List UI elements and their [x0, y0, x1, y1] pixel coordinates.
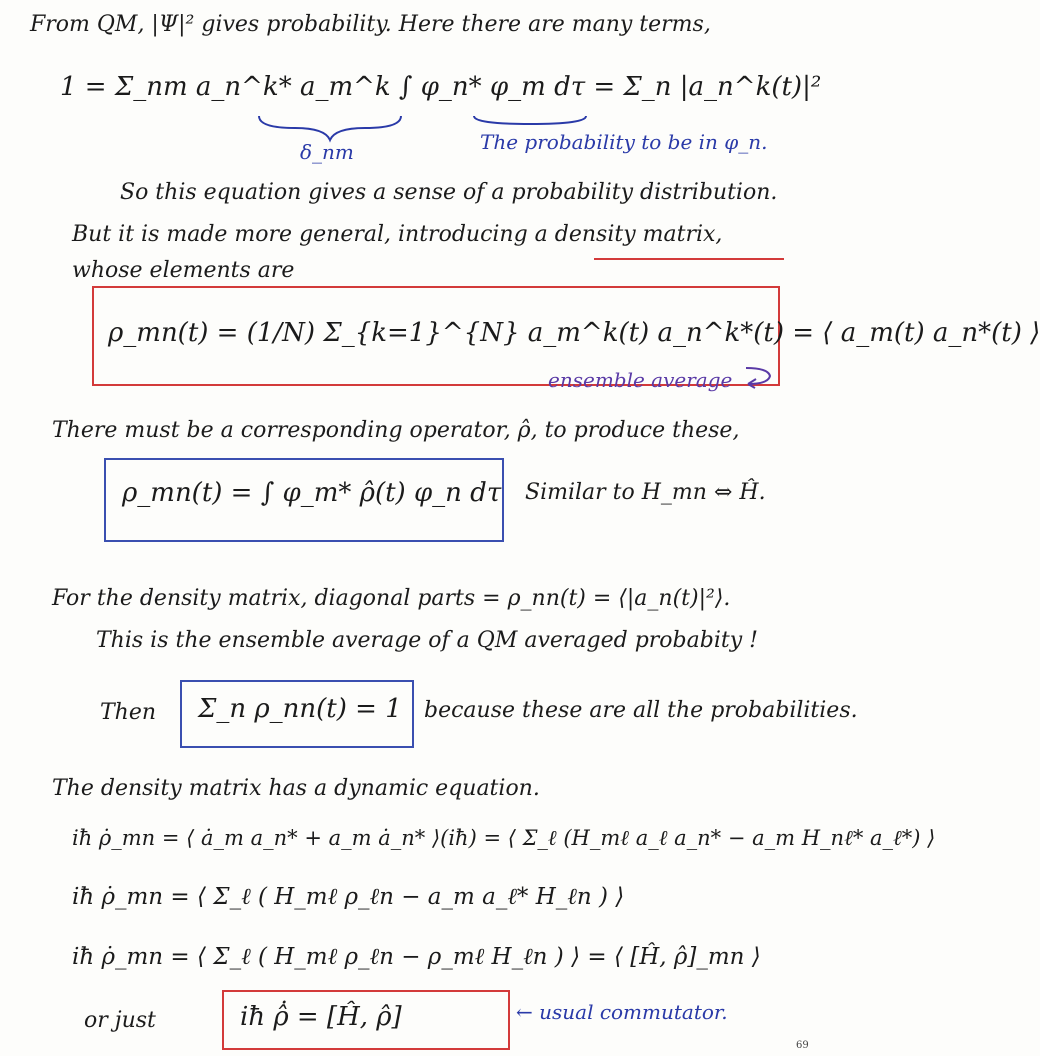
- probability-underline-icon: [470, 112, 590, 126]
- commutator-note: ← usual commutator.: [516, 1000, 728, 1024]
- or-just-label: or just: [84, 1008, 156, 1033]
- dynamic-equation-line: The density matrix has a dynamic equation.: [52, 776, 540, 801]
- then-label: Then: [100, 700, 157, 725]
- delta-label: δ_nm: [300, 140, 354, 164]
- substitution-equation: iħ ρ̇_mn = ⟨ Σ_ℓ ( H_mℓ ρ_ℓn − a_m a_ℓ* H_ℓn ) ⟩: [72, 884, 625, 910]
- ensemble-average-line: This is the ensemble average of a QM averaged probabity !: [96, 628, 758, 653]
- commutator-element-equation: iħ ρ̇_mn = ⟨ Σ_ℓ ( H_mℓ ρ_ℓn − ρ_mℓ H_ℓn ) ⟩ = ⟨ [Ĥ, ρ̂]_mn ⟩: [72, 944, 761, 970]
- density-matrix-underline: [594, 258, 784, 260]
- underbrace-icon: [255, 112, 405, 142]
- ensemble-average-note: ensemble average: [548, 368, 733, 392]
- density-matrix-intro-line: But it is made more general, introducing a density matrix,: [72, 222, 723, 247]
- probability-note: The probability to be in φ_n.: [480, 130, 768, 154]
- trace-sum-equation: Σ_n ρ_nn(t) = 1: [198, 694, 402, 724]
- intro-line: From QM, |Ψ|² gives probability. Here there are many terms,: [30, 12, 711, 37]
- normalization-equation: 1 = Σ_nm a_n^k* a_m^k ∫ φ_n* φ_m dτ = Σ_n |a_n^k(t)|²: [60, 72, 822, 102]
- curved-arrow-icon: [742, 360, 778, 388]
- operator-definition: ρ_mn(t) = ∫ φ_m* ρ̂(t) φ_n dτ: [122, 478, 502, 508]
- von-neumann-equation: iħ ρ̂̇ = [Ĥ, ρ̂]: [240, 1002, 402, 1032]
- density-matrix-definition: ρ_mn(t) = (1/N) Σ_{k=1}^{N} a_m^k(t) a_n^k*(t) = ⟨ a_m(t) a_n*(t) ⟩: [108, 318, 1040, 348]
- page-number: 69: [796, 1040, 809, 1051]
- time-derivative-equation: iħ ρ̇_mn = ⟨ ȧ_m a_n* + a_m ȧ_n* ⟩(iħ) = ⟨ Σ_ℓ (H_mℓ a_ℓ a_n* − a_m H_nℓ* a_ℓ*) ⟩: [72, 826, 936, 850]
- probabilities-note: because these are all the probabilities.: [424, 698, 858, 723]
- diagonal-parts-line: For the density matrix, diagonal parts = ρ_nn(t) = ⟨|a_n(t)|²⟩.: [52, 586, 731, 611]
- hamiltonian-analogy-note: Similar to H_mn ⇔ Ĥ.: [525, 480, 766, 505]
- elements-line: whose elements are: [72, 258, 295, 283]
- distribution-line: So this equation gives a sense of a probability distribution.: [120, 180, 778, 205]
- operator-line: There must be a corresponding operator, ρ̂, to produce these,: [52, 418, 740, 443]
